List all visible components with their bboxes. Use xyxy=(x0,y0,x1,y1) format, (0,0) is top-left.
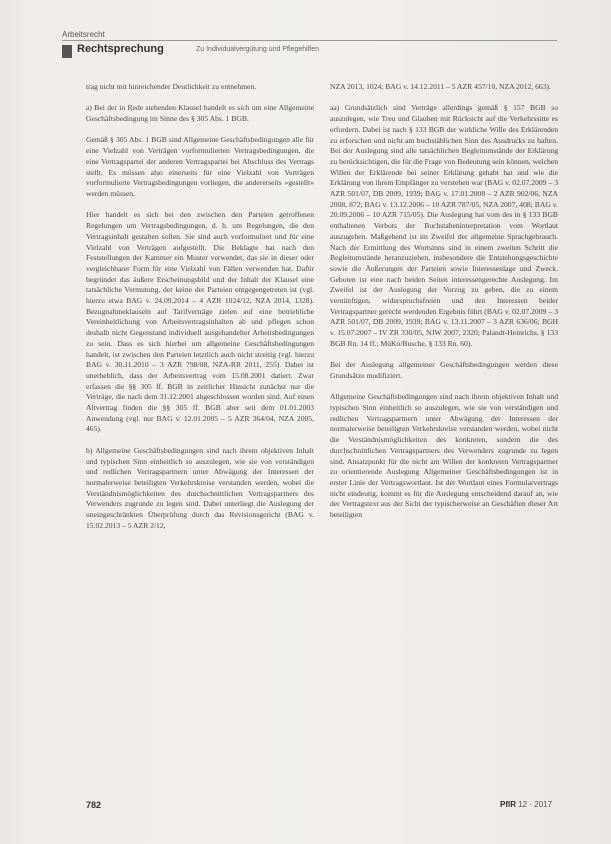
journal-issue xyxy=(500,800,552,809)
paragraph: a) Bei der in Rede stehenden Klausel handelt es sich um eine Allgemeine Geschäftsbedingung im Sinne des § 305 Abs. 1 BGB. xyxy=(86,103,314,124)
page-number: 782 xyxy=(86,800,102,810)
paragraph: Allgemeine Geschäftsbedingungen sind nach ihrem objektiven Inhalt und typischen Sinn einheitlich so auszulegen, wie sie von verständigen und redlichen Vertragspartnern unter Abwägung der Interessen der normalerweise beteiligten Verkehrskreise verstanden werden, wobei nicht die Verständnismöglichkeiten des konkreten, sondern die des durchschnittlichen Vertragspartners des Verwenders zugrunde zu legen sind. Ansatzpunkt für die nicht am Willen der konkreten Vertragspartner zu orientierende Auslegung Allgemeiner Geschäftsbedingungen ist in erster Linie der Vertragswortlaut. Ist der Wortlaut eines Formularvertrags nicht eindeutig, kommt es für die Auslegung entscheidend darauf an, wie der Vertragstext aus der Sicht der typischerweise an Geschäften dieser Art beteiligten xyxy=(330,392,558,520)
paragraph: b) Allgemeine Geschäftsbedingungen sind nach ihrem objektiven Inhalt und typischen Sinn einheitlich so auszulegen, wie sie von verständigen und redlichen Vertragspartnern unter Abwägung der Interessen der normalerweise beteiligten Verkehrskreise verstanden werden, wobei die Verständnismöglichkeiten des durchschnittlichen Vertragspartners des Verwenders zugrunde zu legen sind. Dabei unterliegt die Auslegung der uneingeschränkten Überprüfung durch das Revisionsgericht (BAG v. 15.02.2013 – 5 AZR 2/12, xyxy=(86,445,314,530)
issue-label: 12 · 2017 xyxy=(518,800,553,809)
header-rule xyxy=(62,40,557,41)
journal-name: PflR xyxy=(500,800,516,809)
paragraph: NZA 2013, 1024; BAG v. 14.12.2011 – 5 AZR 457/10, NZA 2012, 663). xyxy=(330,82,551,91)
page-subtitle: Zu Individualvergütung und Pflegehilfen xyxy=(196,46,319,53)
header-marker xyxy=(62,45,72,58)
paragraph: trag nicht mit hinreichender Deutlichkeit zu entnehmen. xyxy=(86,82,257,91)
section-label: Arbeitsrecht xyxy=(62,30,105,39)
left-column xyxy=(86,82,314,542)
paragraph: Gemäß § 305 Abs. 1 BGB sind Allgemeine Geschäftsbedingungen alle für eine Vielzahl von Verträgen vorformulierten Vertragsbedingungen, die eine Vertragspartei der anderen Vertragspartei bei Abschluss des Vertrags stellt. Es müssen also einerseits für eine Vielzahl von Verträgen vorformulierte Vertragsbedingungen vorliegen, die andererseits »gestellt« werden müssen. xyxy=(86,135,314,198)
paragraph: aa) Grundsätzlich sind Verträge allerdings gemäß § 157 BGB so auszulegen, wie Treu und Glauben mit Rücksicht auf die Verkehrssitte es erfordern. Dabei ist nach § 133 BGB der wirkliche Wille des Erklärenden zu erforschen und nicht am buchstäblichen Sinn des Ausdrucks zu haften. Bei der Auslegung sind alle tatsächlichen Begleitumstände der Erklärung zu berücksichtigen, die für die Frage von Bedeutung sein können, welchen Willen der Erklärende bei seiner Erklärung gehabt hat und wie die Erklärung von ihrem Empfänger zu verstehen war (BAG v. 02.07.2009 – 3 AZR 501/07, DB 2009, 1939; BAG v. 17.01.2008 – 2 AZR 902/06, NZA 2008, 872; BAG v. 13.12.2006 – 10 AZR 787/05, NZA 2007, 408; BAG v. 20.09.2006 – 10 AZR 715/05). Die Auslegung hat vom des in § 133 BGB enthaltenen Verbots der Buchstabeninterpretation vom Wortlaut auszugehen. Maßgebend ist im Zweifel der allgemeine Sprachgebrauch. Nach der Ermittlung des Wortsinns sind in einem zweiten Schritt die Begleitumstände heranzuziehen, insbesondere die Entstehungsgeschichte sowie die Äußerungen der Parteien sowie Interessenlage und Zweck. Geboten ist eine nach beiden Seiten interessengerechte Auslegung. Im Zweifel ist der Auslegung der Vorzug zu geben, die zu einem vernünftigen, widerspruchsfreien und den Interessen beider Vertragspartner gerecht werdenden Ergebnis führt (BAG v. 02.07.2009 – 3 AZR 501/07, DB 2009, 1939; BAG v. 13.11.2007 – 3 AZR 636/06; BGH v. 15.07.2007 – IV ZR 330/05, NJW 2007, 2320; Palandt-Heinrichs, § 133 BGB Rn. 14 ff.; MüKo/Busche, § 133 Rn. 60). xyxy=(330,103,558,348)
right-column xyxy=(330,82,558,531)
page-title: Rechtsprechung xyxy=(77,43,164,55)
paragraph: Hier handelt es sich bei den zwischen den Parteien getroffenen Regelungen um Vertragsbedingungen, d. h. um Regelungen, die den Vertragsinhalt gestalten sollen. Sie sind auch vorformuliert und für eine Vielzahl von Verträgen aufgestellt. Die Beklagte hat nach den Feststellungen der Kammer ein Muster verwendet, das sie in dieser oder vergleichbarer Form für eine Vielzahl von Fällen verwenden hat. Dafür begründet das äußere Erscheinungsbild und der Inhalt der Klausel eine tatsächliche Vermutung, der keine der Parteien entgegengetreten ist (vgl. hierzu etwa BAG v. 24.09.2014 – 4 AZR 1024/12, NZA 2014, 1328). Bezugnahmeklauseln auf Tarifverträge zielen auf eine betriebliche Vereinheitlichung von Arbeitsvertragsinhalten ab und pflegen schon deshalb nicht Gegenstand individuell ausgehandelter Arbeitsbedingungen zu sein. Dass es sich hierbei um allgemeine Geschäftsbedingungen handelt, ist zwischen den Parteien letztlich auch nicht streitig (vgl. hierzu BAG v. 30.11.2010 – 3 AZR 798/08, NZA-RR 2011, 255). Dabei ist unerheblich, dass der Arbeitsvertrag vom 15.08.2001 datiert. Zwar erfassen die §§ 305 ff. BGB in zeitlicher Hinsicht zunächst nur die Verträge, die nach dem 31.12.2001 abgeschlossen worden sind. Auf einen Altvertrag finden die §§ 305 ff. BGB aber seit dem 01.01.2003 Anwendung (vgl. nur BAG v. 12.01.2005 – 5 AZR 364/04, NZA 2005, 465). xyxy=(86,210,314,434)
paragraph: Bei der Auslegung allgemeiner Geschäftsbedingungen werden diese Grundsätze modifiziert. xyxy=(330,360,558,380)
